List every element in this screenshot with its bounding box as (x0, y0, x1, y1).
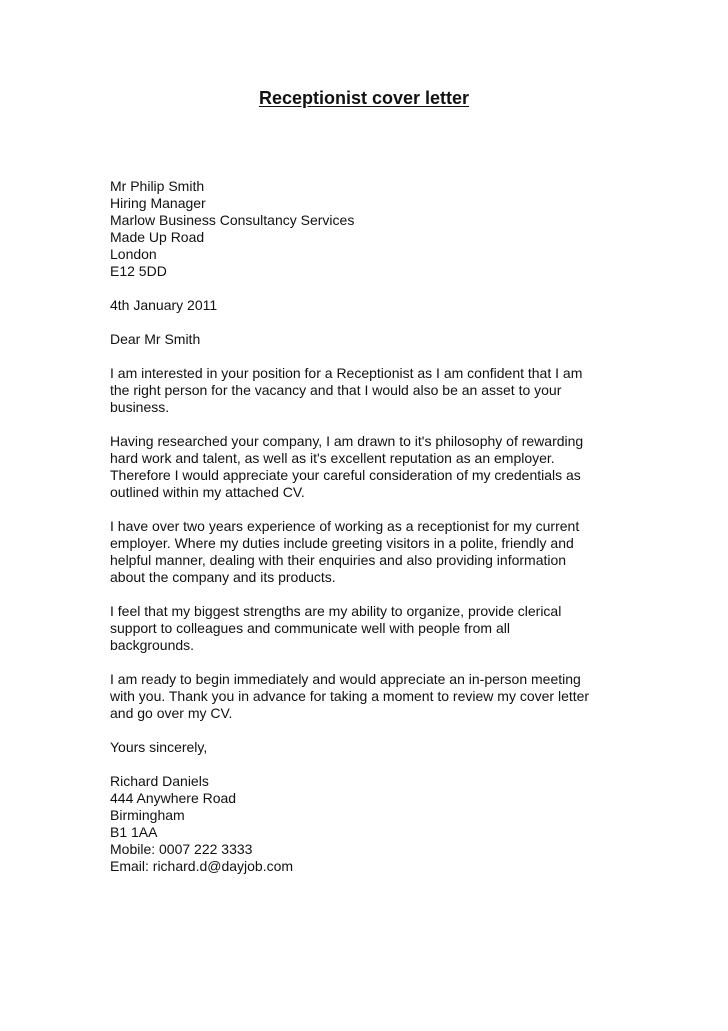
recipient-city: London (110, 246, 157, 262)
paragraph-line: I have over two years experience of working as a receptionist for my current (110, 518, 580, 534)
sender-street: 444 Anywhere Road (110, 790, 237, 806)
recipient-company: Marlow Business Consultancy Services (110, 212, 355, 228)
recipient-name: Mr Philip Smith (110, 178, 205, 194)
sender-name: Richard Daniels (110, 773, 209, 789)
paragraph-line: outlined within my attached CV. (110, 484, 305, 500)
salutation-text: Dear Mr Smith (110, 331, 201, 347)
paragraph-line: the right person for the vacancy and that I would also be an asset to your (110, 382, 562, 398)
date-text: 4th January 2011 (110, 297, 218, 313)
sender-city: Birmingham (110, 807, 185, 823)
sender-mobile: Mobile: 0007 222 3333 (110, 841, 253, 857)
document-title: Receptionist cover letter (258, 88, 470, 108)
paragraph-line: Having researched your company, I am drawn to it's philosophy of rewarding (110, 433, 584, 449)
paragraph-line: I feel that my biggest strengths are my ability to organize, provide clerical (110, 603, 562, 619)
paragraph-line: with you. Thank you in advance for taking a moment to review my cover letter (110, 688, 590, 704)
sender-details (110, 773, 630, 875)
paragraph-line: hard work and talent, as well as it's excellent reputation as an employer. (110, 450, 555, 466)
paragraph-line: support to colleagues and communicate well with people from all (110, 620, 510, 636)
salutation (110, 331, 630, 348)
recipient-street: Made Up Road (110, 229, 205, 245)
letter-body (110, 178, 630, 875)
paragraph-strengths (110, 603, 630, 654)
sender-postcode: B1 1AA (110, 824, 158, 840)
paragraph-interest (110, 365, 630, 416)
paragraph-line: employer. Where my duties include greeting visitors in a polite, friendly and (110, 535, 574, 551)
closing (110, 739, 630, 756)
recipient-address (110, 178, 630, 280)
paragraph-research (110, 433, 630, 501)
recipient-postcode: E12 5DD (110, 263, 167, 279)
paragraph-line: and go over my CV. (110, 705, 233, 721)
paragraph-experience (110, 518, 630, 586)
closing-text: Yours sincerely, (110, 739, 208, 755)
paragraph-line: business. (110, 399, 170, 415)
paragraph-line: I am ready to begin immediately and would appreciate an in-person meeting (110, 671, 581, 687)
recipient-title: Hiring Manager (110, 195, 206, 211)
paragraph-line: I am interested in your position for a Receptionist as I am confident that I am (110, 365, 583, 381)
letter-date (110, 297, 630, 314)
paragraph-availability (110, 671, 630, 722)
paragraph-line: Therefore I would appreciate your careful consideration of my credentials as (110, 467, 581, 483)
paragraph-line: helpful manner, dealing with their enquiries and also providing information (110, 552, 567, 568)
sender-email: Email: richard.d@dayjob.com (110, 858, 294, 874)
paragraph-line: backgrounds. (110, 637, 195, 653)
paragraph-line: about the company and its products. (110, 569, 336, 585)
